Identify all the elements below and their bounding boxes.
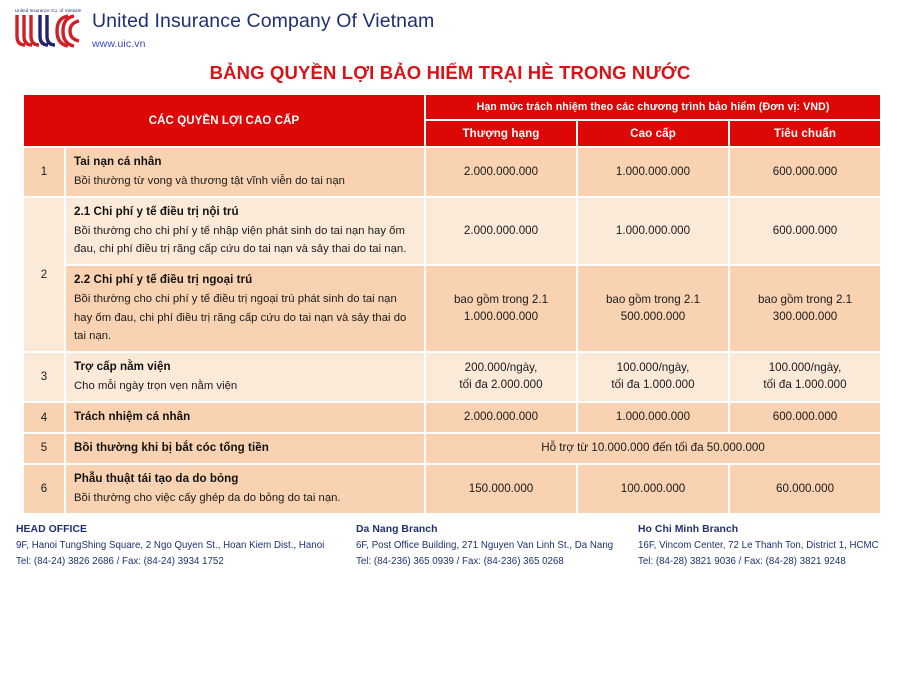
value-line-1: 2.000.000.000 [463,410,539,424]
page-header [0,0,900,54]
value-standard [730,148,880,196]
value-line-2: tối đa 2.000.000 [459,378,543,392]
table-row [24,353,880,401]
benefit-title: Tai nạn cá nhân [74,155,162,168]
value-line-1: bao gồm trong 2.1 [757,293,853,307]
value-premium [426,465,576,513]
page-footer [0,515,900,569]
benefit-title: Trợ cấp nằm viện [74,360,171,374]
value-premium [426,403,576,432]
row-index: 5 [24,434,64,463]
value-line-1: bao gồm trong 2.1 [605,293,701,307]
row-benefit-cell [66,403,424,432]
office-name: Da Nang Branch [356,523,438,535]
header-program-premium: Thượng hạng [426,121,576,146]
uic-logo-icon [14,8,80,52]
row-index: 6 [24,465,64,513]
value-standard [730,465,880,513]
brand-text-block [80,6,434,50]
table-row [24,403,880,432]
value-premium [426,198,576,264]
office-address: 9F, Hanoi TungShing Square, 2 Ngo Quyen St., Hoan Kiem Dist., Hanoi [16,539,325,551]
value-advanced [578,353,728,401]
benefit-title: Phẫu thuật tái tạo da do bỏng [74,471,239,485]
benefit-desc: Bồi thường từ vong và thương tật vĩnh viễn do tai nạn [74,174,345,187]
value-line-1: 1.000.000.000 [615,223,691,237]
row-benefit-cell [66,465,424,513]
company-website-link[interactable]: www.uic.vn [92,38,146,50]
office-address: 6F, Post Office Building, 271 Nguyen Van Linh St., Da Nang [356,539,614,551]
value-line-1: bao gồm trong 2.1 [453,293,549,307]
row-index: 4 [24,403,64,432]
value-line-2: 500.000.000 [620,309,686,323]
value-line-1: 1.000.000.000 [615,410,691,424]
value-advanced [578,198,728,264]
page-title: BẢNG QUYỀN LỢI BẢO HIỂM TRẠI HÈ TRONG NƯỚC [209,62,691,83]
row-index: 2 [24,198,64,351]
benefit-desc: Bồi thường cho việc cấy ghép da do bỏng do tai nạn. [74,491,341,504]
value-standard [730,266,880,351]
value-line-1: 100.000/ngày, [616,361,690,375]
value-advanced [578,266,728,351]
table-row [24,434,880,463]
value-line-1: 200.000/ngày, [464,361,538,375]
table-row [24,148,880,196]
value-line-1: 150.000.000 [468,481,534,495]
row-benefit-cell [66,148,424,196]
value-standard [730,198,880,264]
office-contact: Tel: (84-24) 3826 2686 / Fax: (84-24) 3934 1752 [16,555,224,567]
value-premium [426,266,576,351]
row-benefit-cell [66,434,424,463]
table-row [24,266,880,351]
value-line-2: 300.000.000 [772,309,838,323]
office-ho-chi-minh [638,524,888,569]
benefit-desc: Cho mỗi ngày trọn vẹn nằm viện [74,379,238,392]
office-contact: Tel: (84-28) 3821 9036 / Fax: (84-28) 3821 9248 [638,555,846,567]
row-benefit-cell [66,266,424,351]
value-line-1: 100.000.000 [620,481,686,495]
benefit-title: 2.2 Chi phí y tế điều trị ngoại trú [74,273,253,287]
office-contact: Tel: (84-236) 365 0939 / Fax: (84-236) 365 0268 [356,555,564,567]
benefit-desc: Bồi thường cho chi phí y tế nhập viện phát sinh do tai nạn hay ốm đau, chi phí điều trị răng cấp cứu do tai nạn và sảy thai do tai nạn. [74,224,407,256]
row-benefit-cell [66,353,424,401]
value-premium [426,148,576,196]
value-standard [730,403,880,432]
table-header-row-group [24,95,880,119]
value-line-1: 60.000.000 [776,481,835,495]
value-advanced [578,403,728,432]
office-address: 16F, Vincom Center, 72 Le Thanh Ton, District 1, HCMC [638,539,879,551]
value-standard [730,353,880,401]
office-name: Ho Chi Minh Branch [638,523,739,535]
value-advanced [578,465,728,513]
value-all-programs: Hỗ trợ từ 10.000.000 đến tối đa 50.000.000 [426,434,880,463]
header-program-standard: Tiêu chuẩn [730,121,880,146]
office-name: HEAD OFFICE [16,523,87,535]
benefit-title: 2.1 Chi phí y tế điều trị nội trú [74,205,239,219]
benefit-desc: Bồi thường cho chi phí y tế điều trị ngoại trú phát sinh do tai nạn hay ốm đau, chi phí điều trị răng cấp cứu do tai nạn và sảy thai do tai nạn. [74,293,407,342]
table-body [24,148,880,513]
benefits-table [22,93,882,515]
value-line-1: 2.000.000.000 [463,164,539,178]
office-da-nang [356,524,638,569]
value-line-1: 1.000.000.000 [615,164,691,178]
value-line-1: 600.000.000 [772,223,838,237]
value-premium [426,353,576,401]
value-line-1: 600.000.000 [772,410,838,424]
value-advanced [578,148,728,196]
header-program-advanced: Cao cấp [578,121,728,146]
office-head [16,524,356,569]
logo-mark-icon [14,14,80,50]
value-line-2: tối đa 1.000.000 [611,378,695,392]
row-index: 3 [24,353,64,401]
table-row [24,198,880,264]
benefits-table-container [0,93,900,515]
header-benefits-column: CÁC QUYỀN LỢI CAO CẤP [24,95,424,146]
value-line-1: 600.000.000 [772,164,838,178]
value-line-2: tối đa 1.000.000 [763,378,847,392]
value-line-2: 1.000.000.000 [463,309,539,323]
header-limits-group: Hạn mức trách nhiệm theo các chương trình bảo hiểm (Đơn vị: VND) [426,95,880,119]
table-head [24,95,880,146]
table-row [24,465,880,513]
logo-caption: United Insurance Co. of Vietnam [15,8,82,13]
company-name: United Insurance Company Of Vietnam [92,10,435,32]
row-benefit-cell [66,198,424,264]
benefit-title: Trách nhiệm cá nhân [74,410,191,424]
benefit-title: Bồi thường khi bị bắt cóc tống tiền [74,441,269,455]
value-line-1: 2.000.000.000 [463,223,539,237]
value-line-1: 100.000/ngày, [768,361,842,375]
row-index: 1 [24,148,64,196]
